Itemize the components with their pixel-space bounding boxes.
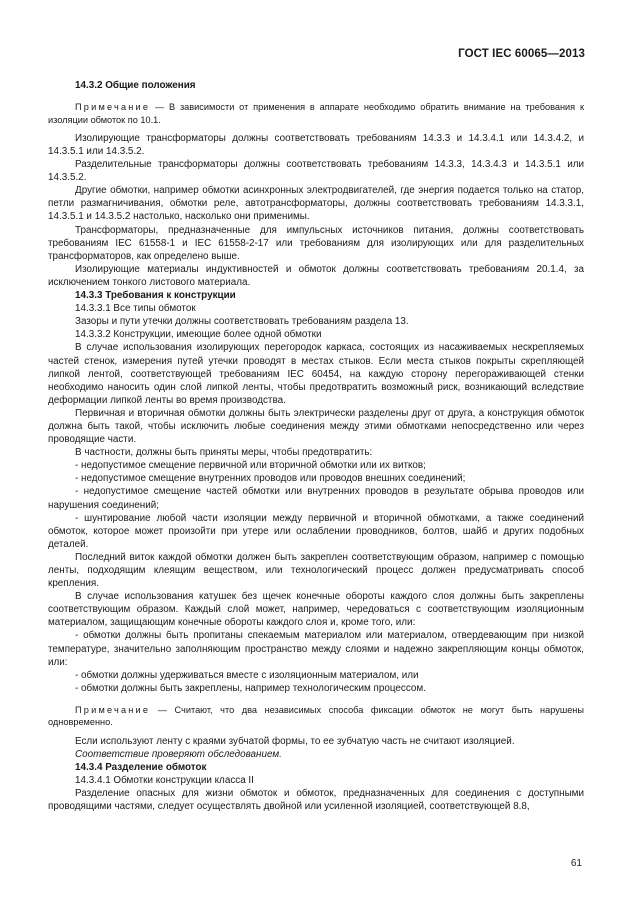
paragraph: В случае использования изолирующих перегородок каркаса, состоящих из насаживаемых нескрепляемых частей стенок, измерения путей утечки проводят в местах стыков. Если места стыков покрыты скрепляющей липкой лентой, соответствующей требованиям IEC 60454, на каждую сторону перегораживающей стенки необходимо наносить один слой липкой ленты, чтобы предотвратить возможный риск, возникающий вследствие деформации липкой ленты во время производства.	[48, 342, 584, 406]
list-item: - обмотки должны быть пропитаны спекаемым материалом или материалом, отвердевающим при низкой температуре, значительно заполняющим пространство между слоями и надежно закрепляющим концы обмоток, или:	[48, 630, 584, 668]
section-heading-14-3-4: 14.3.4 Разделение обмоток	[75, 761, 207, 773]
paragraph: В случае использования катушек без щечек конечные обороты каждого слоя должны быть закреплены соответствующим образом. Каждый слой может, например, чередоваться с соответствующим изоляционным материалом, защищающим конечные обороты каждого слоя и, кроме того, или:	[48, 591, 584, 629]
section-heading-14-3-2: 14.3.2 Общие положения	[75, 80, 196, 91]
paragraph: Трансформаторы, предназначенные для импульсных источников питания, должны соответствовать требованиям IEC 61558-1 и IEC 61558-2-17 или требованиям для изолирующих или для разделительных трансформаторов, как определено выше.	[48, 224, 584, 262]
subsection-heading-14-3-3-2: 14.3.3.2 Конструкции, имеющие более одной обмотки	[75, 329, 322, 341]
section-heading-14-3-3: 14.3.3 Требования к конструкции	[75, 290, 236, 302]
subsection-heading-14-3-3-1: 14.3.3.1 Все типы обмоток	[75, 303, 196, 315]
paragraph: Разделительные трансформаторы должны соответствовать требованиям 14.3.3, 14.3.4.3 и 14.3.5.1 или 14.3.5.2.	[48, 159, 584, 184]
paragraph: Изолирующие материалы индуктивностей и обмоток должны соответствовать требованиям 20.1.4, за исключением тонкого листового материала.	[48, 263, 584, 288]
paragraph: Если используют ленту с краями зубчатой формы, то ее зубчатую часть не считают изоляцией.	[75, 735, 515, 747]
list-item: - шунтирование любой части изоляции между первичной и вторичной обмотками, а также соединений обмоток, которое может произойти при утере или ослаблении проводников, болтов, шайб и других подобных деталей.	[48, 512, 584, 550]
page-number: 61	[570, 858, 582, 869]
paragraph: Изолирующие трансформаторы должны соответствовать требованиям 14.3.3 и 14.3.4.1 или 14.3.4.2, и 14.3.5.1 или 14.3.5.2.	[48, 132, 584, 157]
paragraph: Зазоры и пути утечки должны соответствовать требованиям раздела 13.	[75, 316, 409, 328]
paragraph: Другие обмотки, например обмотки асинхронных электродвигателей, где энергия подается только на статор, петли размагничивания, обмотки реле, автотрансформаторы, должны соответствовать требованиям 14.3.3.1, 14.3.5.1 и 14.3.5.2 настолько, насколько они применимы.	[48, 185, 584, 223]
list-item: - обмотки должны удерживаться вместе с изоляционным материалом, или	[75, 669, 419, 681]
paragraph: В частности, должны быть приняты меры, чтобы предотвратить:	[75, 447, 373, 459]
paragraph: Первичная и вторичная обмотки должны быть электрически разделены друг от друга, а конструкция обмоток должна быть такой, чтобы исключить любые соединения между этими обмотками непосредственно или через проводящие части.	[48, 407, 584, 446]
note-label: Примечание	[75, 102, 151, 113]
list-item: - недопустимое смещение первичной или вторичной обмотки или их витков;	[75, 460, 426, 472]
list-item: - обмотки должны быть закреплены, например технологическим процессом.	[75, 682, 426, 694]
note-label: Примечание	[75, 704, 151, 715]
paragraph: Последний виток каждой обмотки должен быть закреплен соответствующим образом, например с помощью ленты, подходящим клеящим веществом, или технологический процесс должен предусматривать способ крепления.	[48, 551, 584, 590]
note-text: — В зависимости от применения в аппарате необходимо обратить внимание на требования к изоляции обмоток по 10.1.	[48, 102, 584, 125]
note-text: — Считают, что два независимых способа фиксации обмоток не могут быть нарушены одновременно.	[48, 704, 584, 728]
note-1	[48, 101, 584, 126]
note-2	[48, 704, 584, 729]
document-body	[48, 79, 584, 813]
subsection-heading-14-3-4-1: 14.3.4.1 Обмотки конструкции класса II	[75, 775, 254, 787]
list-item: - недопустимое смещение внутренних проводов или проводов внешних соединений;	[75, 473, 466, 485]
paragraph: Разделение опасных для жизни обмоток и обмоток, предназначенных для соединения с доступными проводящими частями, следует осуществлять двойной или усиленной изоляцией, соответствующей 8.8,	[48, 788, 584, 813]
doc-id-header: ГОСТ IEC 60065—2013	[458, 48, 585, 60]
list-item: - недопустимое смещение частей обмотки или внутренних проводов в результате обрыва проводов или нарушения соединений;	[48, 486, 584, 511]
compliance-check: Соответствие проверяют обследованием.	[75, 748, 282, 760]
